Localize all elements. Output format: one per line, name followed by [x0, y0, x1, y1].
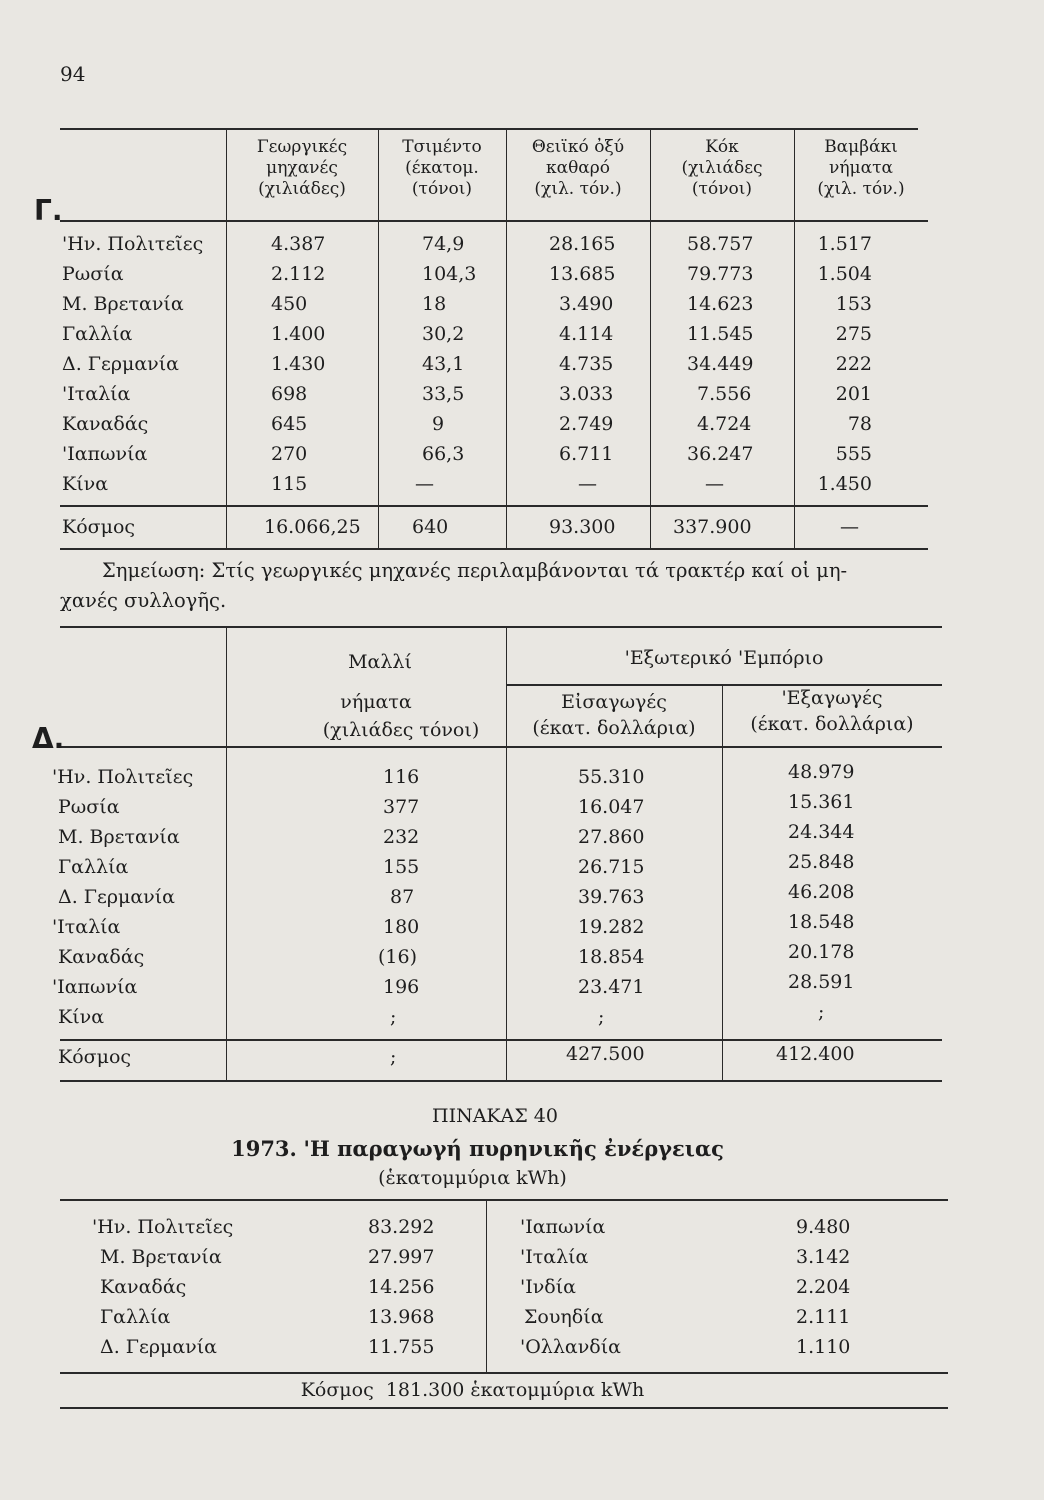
header-exports: 'Εξαγωγές — [781, 687, 883, 709]
table-total-row: Κόσμος 181.300 ἑκατομμύρια kWh — [300, 1379, 645, 1401]
subtitle-text: 'Η παραγωγή πυρηνικῆς ἐνέργειας — [303, 1136, 724, 1161]
header-wool-sub2: (χιλιάδες τόνοι) — [322, 719, 480, 741]
header-wool-sub1: νήματα — [340, 691, 412, 713]
header-wool: Μαλλί — [348, 651, 412, 673]
header-imports: Εἰσαγωγές — [561, 691, 667, 713]
table-d-label: Δ. — [32, 722, 65, 755]
header-sulfuric-acid: Θειϊκό ὀξύ καθαρό (χιλ. τόν.) — [531, 137, 625, 199]
header-cotton: Βαμβάκι νήματα (χιλ. τόν.) — [817, 137, 905, 199]
page-number: 94 — [60, 62, 86, 86]
note-text-line2: χανές συλλογῆς. — [60, 589, 227, 612]
header-coke: Κόκ (χιλιάδες (τόνοι) — [681, 137, 763, 199]
header-imports-unit: (έκατ. δολλάρια) — [532, 717, 696, 739]
header-exports-unit: (έκατ. δολλάρια) — [750, 713, 914, 735]
header-agri-machines: Γεωργικές μηχανές (χιλιάδες) — [256, 137, 348, 199]
table-title: ΠΙΝΑΚΑΣ 40 — [432, 1105, 558, 1127]
table-g-label: Γ. — [34, 194, 63, 227]
table-unit: (ἑκατομμύρια kWh) — [378, 1167, 567, 1189]
note-text-line1: Σημείωση: Στίς γεωργικές μηχανές περιλαμβάνονται τά τρακτέρ καί οἱ μη- — [102, 559, 848, 582]
header-cement: Τσιμέντο (έκατομ. (τόνοι) — [402, 137, 482, 199]
header-foreign-trade: 'Εξωτερικό 'Εμπόριο — [624, 647, 824, 669]
table-subtitle — [0, 1136, 955, 1162]
subtitle-year: 1973. — [231, 1136, 297, 1161]
